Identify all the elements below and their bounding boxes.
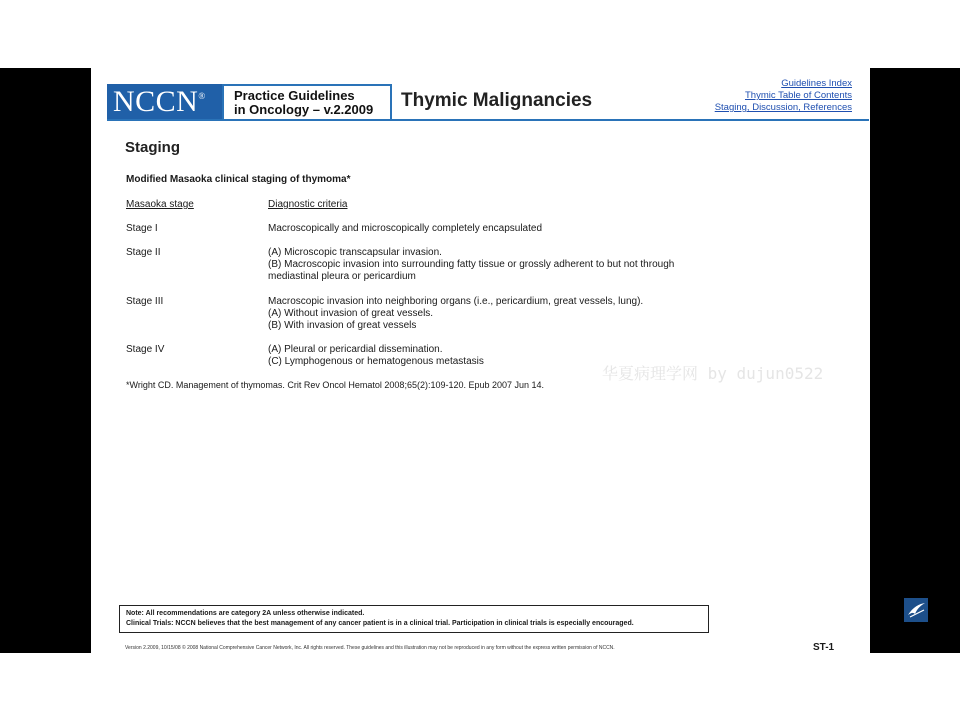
table-subtitle: Modified Masaoka clinical staging of thymoma*: [126, 174, 351, 185]
pg-line-1: Practice Guidelines: [234, 88, 355, 103]
stage-label: Stage III: [126, 296, 164, 307]
top-links: [715, 78, 852, 114]
header-divider: [107, 119, 869, 121]
criteria-text: Macroscopic invasion into neighboring organs (i.e., pericardium, great vessels, lung). (A) Without invasion of great vessels. (B) With invasion of great vessels: [268, 296, 644, 331]
practice-guidelines-box: [222, 84, 392, 120]
column-header-criteria: Diagnostic criteria: [268, 199, 348, 210]
note-box: [119, 605, 709, 633]
watermark: 华夏病理学网 by dujun0522: [602, 364, 824, 383]
bird-logo-icon[interactable]: [904, 598, 928, 622]
note-line-1: Note: All recommendations are category 2A unless otherwise indicated.: [126, 610, 365, 617]
page-number: ST-1: [813, 642, 835, 653]
thymic-toc-link[interactable]: Thymic Table of Contents: [744, 90, 852, 101]
pg-line-2: in Oncology – v.2.2009: [234, 102, 374, 117]
version-text: Version 2.2009, 10/15/08 © 2008 National Comprehensive Cancer Network, Inc. All rights reserved. These guidelines and this illustration may not be reproduced in any form without the express written permission of NCCN.: [125, 645, 615, 651]
criteria-text: (A) Microscopic transcapsular invasion. (B) Macroscopic invasion into surrounding fatty tissue or grossly adherent to but not through mediastinal pleura or pericardium: [268, 247, 675, 282]
stage-label: Stage II: [126, 247, 161, 258]
criteria-text: (A) Pleural or pericardial dissemination. (C) Lymphogenous or hematogenous metastasis: [268, 344, 484, 367]
stage-label: Stage I: [126, 223, 158, 234]
guidelines-index-link[interactable]: Guidelines Index: [781, 78, 852, 89]
note-line-2: Clinical Trials: NCCN believes that the best management of any cancer patient is in a clinical trial. Participation in clinical trials is especially encouraged.: [126, 620, 634, 627]
document-page: [91, 68, 870, 653]
footnote: *Wright CD. Management of thymomas. Crit Rev Oncol Hematol 2008;65(2):109-120. Epub 2007 Jun 14.: [126, 380, 545, 390]
section-title: Staging: [125, 139, 180, 156]
criteria-text: Macroscopically and microscopically completely encapsulated: [268, 223, 543, 234]
stage-label: Stage IV: [126, 344, 165, 355]
nccn-logo: NCCN®: [107, 84, 222, 120]
document-title: Thymic Malignancies: [401, 90, 593, 111]
staging-discussion-link[interactable]: Staging, Discussion, References: [714, 102, 852, 113]
column-header-stage: Masaoka stage: [126, 199, 194, 210]
